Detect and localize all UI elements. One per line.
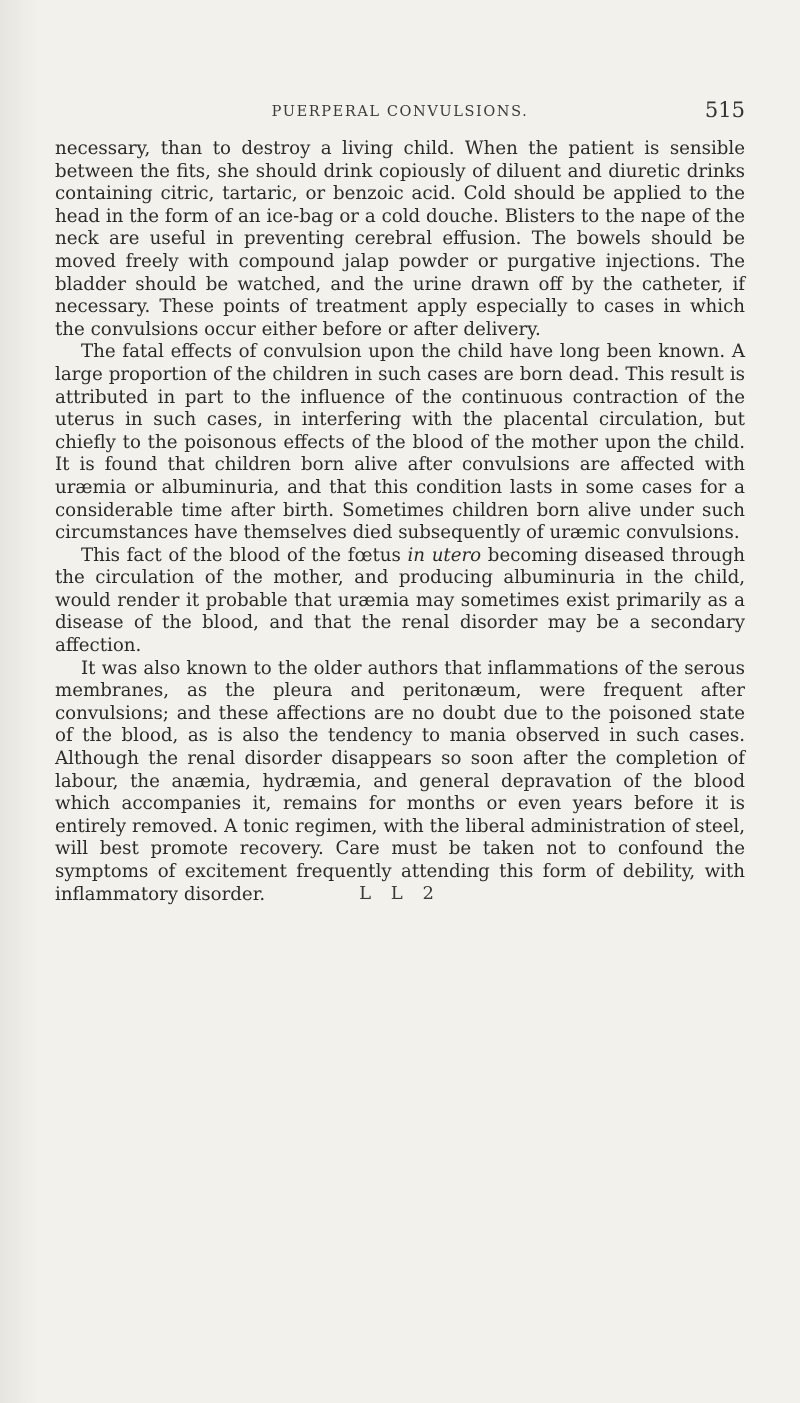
page-number: 515	[704, 98, 745, 122]
signature-mark: L L 2	[359, 883, 441, 904]
body-text	[55, 138, 745, 906]
paragraph-4: It was also known to the older authors that inflammations of the serous membranes, as the pleura and peritonæum, were frequent after convulsions; and these affections are no doubt due to the poisoned state of the blood, as is also the tendency to mania observed in such cases. Although the renal disorder disappears so soon after the completion of labour, the anæmia, hydræmia, and general depravation of the blood which accompanies it, remains for months or even years before it is entirely removed. A tonic regimen, with the liberal administration of steel, will best promote recovery. Care must be taken not to confound the symptoms of excitement frequently attending this form of debility, with inflammatory disorder.	[55, 657, 745, 905]
paragraph-3-text-b: becoming diseased through the circulation of the mother, and producing albuminuria in the child, would render it probable that uræmia may sometimes exist primarily as a disease of the blood, and that the renal disorder may be a secondary affection.	[55, 544, 745, 657]
paragraph-2: The fatal effects of convulsion upon the child have long been known. A large proportion of the children in such cases are born dead. This result is attributed in part to the influence of the continuous contraction of the uterus in such cases, in interfering with the placental circulation, but chiefly to the poisonous effects of the blood of the mother upon the child. It is found that children born alive after convulsions are affected with uræmia or albuminuria, and that this condition lasts in some cases for a considerable time after birth. Sometimes children born alive under such circumstances have themselves died subsequently of uræmic convulsions.	[55, 341, 745, 544]
paragraph-1: necessary, than to destroy a living child. When the patient is sensible between the fits, she should drink copiously of diluent and diuretic drinks containing citric, tartaric, or benzoic acid. Cold should be applied to the head in the form of an ice-bag or a cold douche. Blisters to the nape of the neck are useful in preventing cerebral effusion. The bowels should be moved freely with compound jalap powder or purgative injections. The bladder should be watched, and the urine drawn off by the catheter, if necessary. These points of treatment apply especially to cases in which the convulsions occur either before or after delivery.	[55, 138, 745, 340]
paragraph-3-text-a: This fact of the blood of the fœtus	[81, 544, 408, 566]
paragraph-3-italic: in utero	[407, 544, 482, 566]
page-header	[55, 98, 745, 128]
binding-shadow	[0, 0, 40, 1403]
paragraph-3	[55, 545, 745, 658]
running-head: PUERPERAL CONVULSIONS.	[271, 104, 529, 120]
